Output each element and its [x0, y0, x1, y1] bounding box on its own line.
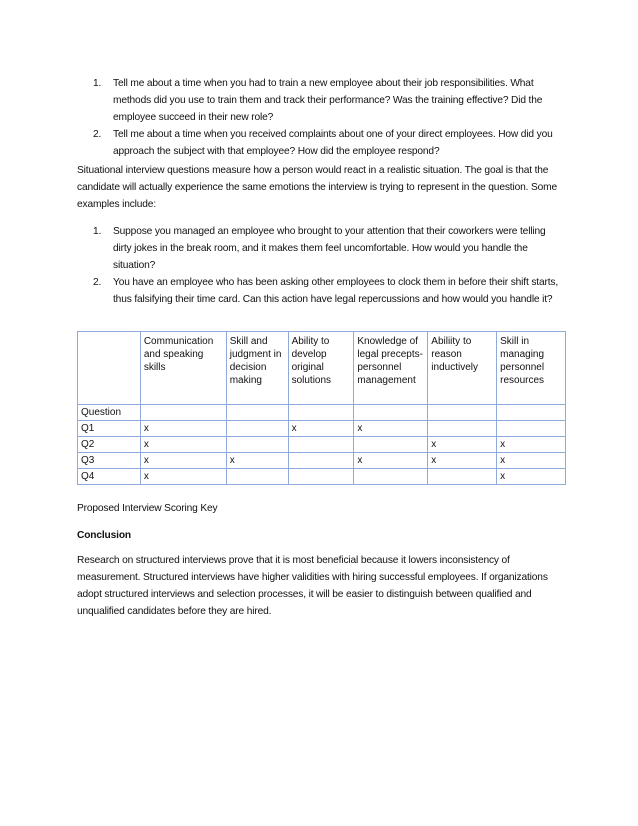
table-header-cell: Ability to develop original solutions — [288, 332, 354, 405]
table-cell: x — [497, 453, 566, 469]
table-cell: x — [140, 469, 226, 485]
table-cell — [226, 405, 288, 421]
list-number: 2. — [93, 277, 102, 288]
behavioral-questions-list — [93, 75, 563, 160]
table-cell: Q3 — [78, 453, 141, 469]
table-cell — [354, 469, 428, 485]
table-cell — [288, 437, 354, 453]
table-cell: x — [354, 421, 428, 437]
table-row — [78, 421, 566, 437]
table-cell: x — [226, 453, 288, 469]
table-header-row — [78, 332, 566, 405]
table-cell — [354, 405, 428, 421]
table-cell: x — [288, 421, 354, 437]
list-item — [93, 75, 563, 126]
table-row — [78, 469, 566, 485]
list-item — [93, 223, 563, 274]
situational-questions-list — [93, 223, 563, 308]
table-cell — [497, 421, 566, 437]
table-cell — [226, 421, 288, 437]
table-cell — [226, 437, 288, 453]
table-row — [78, 453, 566, 469]
table-row — [78, 437, 566, 453]
table-cell — [428, 405, 497, 421]
table-header-cell — [78, 332, 141, 405]
table-cell: x — [140, 437, 226, 453]
table-cell: Question — [78, 405, 141, 421]
table-header-cell: Skill and judgment in decision making — [226, 332, 288, 405]
table-cell — [140, 405, 226, 421]
list-number: 1. — [93, 226, 102, 237]
table-header-cell: Skill in managing personnel resources — [497, 332, 566, 405]
list-number: 1. — [93, 78, 102, 89]
table-cell: x — [140, 421, 226, 437]
list-item — [93, 126, 563, 160]
table-cell: Q4 — [78, 469, 141, 485]
list-item — [93, 274, 563, 308]
list-number: 2. — [93, 129, 102, 140]
table-cell — [226, 469, 288, 485]
table-row — [78, 405, 566, 421]
table-cell: x — [497, 437, 566, 453]
table-cell: Q1 — [78, 421, 141, 437]
table-cell — [288, 469, 354, 485]
table-cell: x — [497, 469, 566, 485]
table-header-cell: Abiliity to reason inductively — [428, 332, 497, 405]
conclusion-heading: Conclusion — [77, 530, 131, 541]
table-cell: x — [428, 453, 497, 469]
situational-intro-paragraph: Situational interview questions measure how a person would react in a realistic situation. The goal is that the candidate will actually experience the same emotions the interview is trying to represent in the question. Some examples include: — [77, 165, 557, 210]
table-header-cell: Communication and speaking skills — [140, 332, 226, 405]
table-cell — [288, 453, 354, 469]
table-cell: x — [428, 437, 497, 453]
table-cell — [288, 405, 354, 421]
list-item-text: You have an employee who has been asking other employees to clock them in before their shift starts, thus falsifying their time card. Can this action have legal repercussions and how would you handle it? — [113, 277, 559, 305]
table-cell: Q2 — [78, 437, 141, 453]
table-cell: x — [140, 453, 226, 469]
table-header-cell: Knowledge of legal precepts-personnel management — [354, 332, 428, 405]
table-cell — [428, 469, 497, 485]
interview-scoring-table — [77, 331, 566, 485]
table-cell — [497, 405, 566, 421]
table-cell — [428, 421, 497, 437]
list-item-text: Tell me about a time when you received complaints about one of your direct employees. How did you approach the subject with that employee? How did the employee respond? — [113, 129, 553, 157]
conclusion-paragraph: Research on structured interviews prove that it is most beneficial because it lowers inconsistency of measurement. Structured interviews have higher validities with hiring successful employees. If organizations adopt structured interviews and selection processes, it will be easier to distinguish between qualified and unqualified candidates before they are hired. — [77, 555, 548, 617]
table-caption: Proposed Interview Scoring Key — [77, 503, 218, 514]
table-cell — [354, 437, 428, 453]
list-item-text: Suppose you managed an employee who brought to your attention that their coworkers were telling dirty jokes in the break room, and it makes them feel uncomfortable. How would you handle the situation? — [113, 226, 546, 271]
table-cell: x — [354, 453, 428, 469]
list-item-text: Tell me about a time when you had to train a new employee about their job responsibilities. What methods did you use to train them and track their performance? Was the training effective? Did the employee succeed in their new role? — [113, 78, 543, 123]
